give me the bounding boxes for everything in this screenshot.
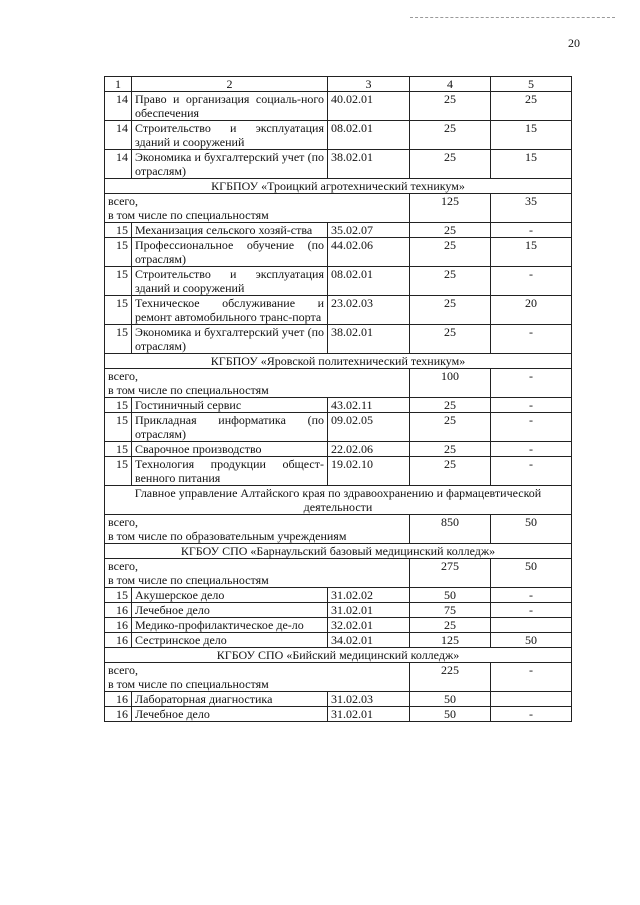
- total-row: [105, 369, 572, 398]
- specialty-code: 31.02.01: [328, 603, 410, 618]
- specialty-name: Экономика и бухгалтерский учет (по отраслям): [132, 150, 328, 179]
- specialty-code: 38.02.01: [328, 325, 410, 354]
- total-row: [105, 194, 572, 223]
- total-label: всего, в том числе по образовательным учреждениям: [105, 515, 410, 544]
- specialty-code: 19.02.10: [328, 457, 410, 486]
- specialty-name: Гостиничный сервис: [132, 398, 328, 413]
- table-row: [105, 223, 572, 238]
- value-col5: [491, 692, 572, 707]
- table-row: [105, 707, 572, 722]
- row-number: 16: [105, 633, 132, 648]
- total-value-col4: 225: [410, 663, 491, 692]
- total-label: всего, в том числе по специальностям: [105, 194, 410, 223]
- specialty-name: Лабораторная диагностика: [132, 692, 328, 707]
- row-number: 15: [105, 325, 132, 354]
- table-row: [105, 457, 572, 486]
- column-header: 3: [328, 77, 410, 92]
- value-col4: 25: [410, 267, 491, 296]
- value-col5: -: [491, 603, 572, 618]
- table-row: [105, 442, 572, 457]
- total-label: всего, в том числе по специальностям: [105, 559, 410, 588]
- value-col5: -: [491, 457, 572, 486]
- specialty-code: 22.02.06: [328, 442, 410, 457]
- specialty-code: 32.02.01: [328, 618, 410, 633]
- total-row: [105, 559, 572, 588]
- specialty-name: Сварочное производство: [132, 442, 328, 457]
- value-col4: 25: [410, 92, 491, 121]
- value-col5: 25: [491, 92, 572, 121]
- specialty-name: Механизация сельского хозяй-ства: [132, 223, 328, 238]
- row-number: 15: [105, 413, 132, 442]
- row-number: 14: [105, 121, 132, 150]
- column-header: 1: [105, 77, 132, 92]
- column-header: 4: [410, 77, 491, 92]
- page-number: 20: [568, 36, 580, 50]
- specialty-name: Лечебное дело: [132, 603, 328, 618]
- specialty-name: Акушерское дело: [132, 588, 328, 603]
- row-number: 14: [105, 150, 132, 179]
- column-header: 2: [132, 77, 328, 92]
- row-number: 16: [105, 692, 132, 707]
- specialty-name: Лечебное дело: [132, 707, 328, 722]
- table-row: [105, 325, 572, 354]
- value-col4: 125: [410, 633, 491, 648]
- specialties-table: [104, 76, 572, 722]
- section-header-row: [105, 354, 572, 369]
- specialty-name: Строительство и эксплуатация зданий и сооружений: [132, 267, 328, 296]
- total-row: [105, 515, 572, 544]
- value-col5: -: [491, 413, 572, 442]
- value-col4: 25: [410, 442, 491, 457]
- row-number: 15: [105, 223, 132, 238]
- value-col5: -: [491, 442, 572, 457]
- specialty-code: 31.02.02: [328, 588, 410, 603]
- specialty-code: 31.02.03: [328, 692, 410, 707]
- scan-artifact-line: [410, 17, 615, 18]
- total-value-col4: 125: [410, 194, 491, 223]
- specialty-code: 08.02.01: [328, 121, 410, 150]
- value-col4: 25: [410, 296, 491, 325]
- value-col4: 25: [410, 618, 491, 633]
- table-row: [105, 398, 572, 413]
- total-value-col5: 35: [491, 194, 572, 223]
- total-value-col4: 275: [410, 559, 491, 588]
- specialty-code: 31.02.01: [328, 707, 410, 722]
- table-header-row: [105, 77, 572, 92]
- section-header-row: [105, 544, 572, 559]
- specialty-name: Техническое обслуживание и ремонт автомобильного транс-порта: [132, 296, 328, 325]
- table-body: [105, 77, 572, 722]
- value-col4: 25: [410, 150, 491, 179]
- row-number: 16: [105, 707, 132, 722]
- value-col5: -: [491, 707, 572, 722]
- value-col4: 25: [410, 325, 491, 354]
- row-number: 15: [105, 238, 132, 267]
- value-col4: 25: [410, 223, 491, 238]
- total-value-col5: 50: [491, 515, 572, 544]
- row-number: 15: [105, 267, 132, 296]
- specialty-code: 08.02.01: [328, 267, 410, 296]
- specialty-name: Сестринское дело: [132, 633, 328, 648]
- table-row: [105, 588, 572, 603]
- specialty-code: 43.02.11: [328, 398, 410, 413]
- table-row: [105, 603, 572, 618]
- table-row: [105, 296, 572, 325]
- table-row: [105, 121, 572, 150]
- institution-name: Главное управление Алтайского края по здравоохранению и фармацевтической деятельности: [105, 486, 572, 515]
- value-col5: 15: [491, 238, 572, 267]
- specialty-name: Строительство и эксплуатация зданий и сооружений: [132, 121, 328, 150]
- specialty-name: Прикладная информатика (по отраслям): [132, 413, 328, 442]
- value-col5: -: [491, 588, 572, 603]
- value-col5: 20: [491, 296, 572, 325]
- specialty-name: Право и организация социаль-ного обеспечения: [132, 92, 328, 121]
- value-col5: 15: [491, 150, 572, 179]
- table-row: [105, 150, 572, 179]
- institution-name: КГБПОУ «Троицкий агротехнический техникум»: [105, 179, 572, 194]
- table-row: [105, 267, 572, 296]
- value-col4: 75: [410, 603, 491, 618]
- value-col4: 50: [410, 692, 491, 707]
- specialty-code: 09.02.05: [328, 413, 410, 442]
- value-col5: 50: [491, 633, 572, 648]
- value-col5: [491, 618, 572, 633]
- total-row: [105, 663, 572, 692]
- specialty-code: 38.02.01: [328, 150, 410, 179]
- value-col4: 25: [410, 398, 491, 413]
- value-col5: -: [491, 267, 572, 296]
- value-col4: 25: [410, 457, 491, 486]
- total-value-col5: -: [491, 663, 572, 692]
- value-col4: 25: [410, 238, 491, 267]
- specialty-name: Медико-профилактическое де-ло: [132, 618, 328, 633]
- institution-name: КГБОУ СПО «Барнаульский базовый медицинский колледж»: [105, 544, 572, 559]
- value-col5: -: [491, 325, 572, 354]
- row-number: 15: [105, 588, 132, 603]
- institution-name: КГБОУ СПО «Бийский медицинский колледж»: [105, 648, 572, 663]
- specialty-name: Технология продукции общест-венного питания: [132, 457, 328, 486]
- value-col4: 25: [410, 413, 491, 442]
- section-header-row: [105, 179, 572, 194]
- row-number: 15: [105, 442, 132, 457]
- specialty-code: 44.02.06: [328, 238, 410, 267]
- value-col5: -: [491, 223, 572, 238]
- value-col5: -: [491, 398, 572, 413]
- specialty-name: Профессиональное обучение (по отраслям): [132, 238, 328, 267]
- row-number: 16: [105, 618, 132, 633]
- total-value-col5: -: [491, 369, 572, 398]
- table-row: [105, 413, 572, 442]
- total-value-col4: 850: [410, 515, 491, 544]
- section-header-row: [105, 486, 572, 515]
- table-row: [105, 692, 572, 707]
- value-col5: 15: [491, 121, 572, 150]
- total-label: всего, в том числе по специальностям: [105, 369, 410, 398]
- specialty-name: Экономика и бухгалтерский учет (по отраслям): [132, 325, 328, 354]
- total-value-col5: 50: [491, 559, 572, 588]
- row-number: 16: [105, 603, 132, 618]
- row-number: 15: [105, 457, 132, 486]
- specialty-code: 23.02.03: [328, 296, 410, 325]
- column-header: 5: [491, 77, 572, 92]
- table-row: [105, 633, 572, 648]
- total-label: всего, в том числе по специальностям: [105, 663, 410, 692]
- table-row: [105, 618, 572, 633]
- specialty-code: 34.02.01: [328, 633, 410, 648]
- row-number: 15: [105, 398, 132, 413]
- table-row: [105, 92, 572, 121]
- total-value-col4: 100: [410, 369, 491, 398]
- table-row: [105, 238, 572, 267]
- specialty-code: 35.02.07: [328, 223, 410, 238]
- row-number: 15: [105, 296, 132, 325]
- value-col4: 50: [410, 588, 491, 603]
- value-col4: 50: [410, 707, 491, 722]
- row-number: 14: [105, 92, 132, 121]
- specialty-code: 40.02.01: [328, 92, 410, 121]
- value-col4: 25: [410, 121, 491, 150]
- section-header-row: [105, 648, 572, 663]
- institution-name: КГБПОУ «Яровской политехнический техникум»: [105, 354, 572, 369]
